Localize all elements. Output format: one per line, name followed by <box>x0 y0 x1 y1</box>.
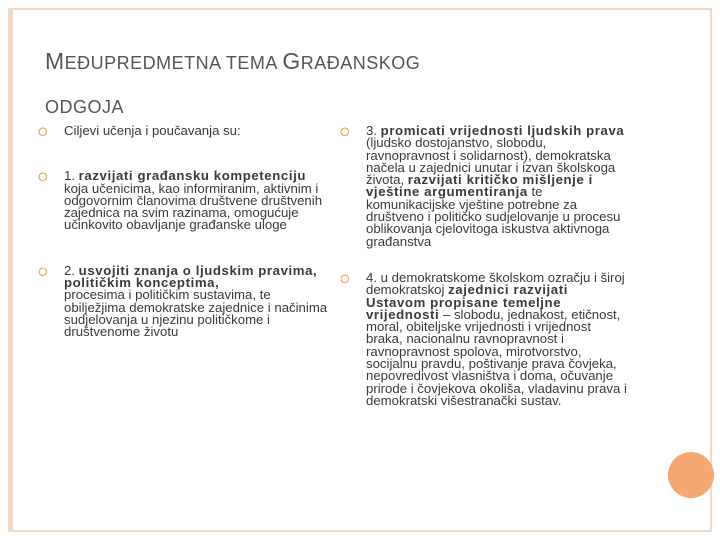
decorative-circle <box>668 452 714 498</box>
item4-num: 4. <box>366 269 381 285</box>
frame-left <box>8 8 13 532</box>
title-letter-g: G <box>282 48 301 74</box>
item2-text: procesima i političkim sustavima, te obilježjima demokratske zajednice i načinima sudjelovanja u njezinu političkome i društvenome životu <box>64 287 328 340</box>
item4-text1: u demokratskome školskom ozračju i široj demokratskoj <box>366 269 625 298</box>
list-item-1 <box>38 170 333 231</box>
item3-text2: te komunikacijske vještine potrebne za društveno i političko sudjelovanje u procesu oblikovanja cjelovitoga iskustva aktivnoga građanstva <box>366 184 621 249</box>
item3-text1: (ljudsko dostojanstvo, slobodu, ravnopravnost i solidarnost), demokratska načela u zajednici unutar i izvan školskoga života, <box>366 135 616 188</box>
item1-bold: razvijati građansku kompetenciju <box>78 168 307 184</box>
list-item-4 <box>340 269 630 408</box>
item1-text: koja učenicima, kao informiranim, aktivnim i odgovornim članovima društvene društvenih zajednica na svim razinama, omogućuje učinkovito obavljanje građanske uloge <box>64 180 323 233</box>
title-part1: EĐUPREDMETNA TEMA <box>64 53 283 73</box>
intro-text: Ciljevi učenja i poučavanja su: <box>64 123 241 138</box>
frame-bottom <box>8 530 712 532</box>
bullet-icon: ⭘ <box>340 125 350 139</box>
item4-text2: – slobodu, jednakost, etičnost, moral, obiteljske vrijednosti i vrijednost braka, nacionalnu ravnopravnost i ravnopravnost spolova, mirotvorstvo, socijalnu pravdu, poštivanje prava čovjeka, nepovredivost vlasništva i doma, očuvanje prirode i čovjekova okoliša, vladavinu prava i demokratski višestranački sustav. <box>366 306 627 408</box>
item3-bold2: razvijati kritičko mišljenje i vještine argumentiranja <box>366 172 593 200</box>
bullet-icon: ⭘ <box>38 170 48 185</box>
title-letter-m: M <box>45 48 65 74</box>
slide-title <box>45 40 665 128</box>
title-part2: RAĐANSKOG <box>300 53 421 73</box>
bullet-icon: ⭘ <box>38 264 48 279</box>
title-line2: ODGOJA <box>45 97 125 117</box>
item1-num: 1. <box>64 168 79 184</box>
item3-bold1: promicati vrijednosti ljudskih prava <box>380 123 625 138</box>
item2-bold: usvojiti znanja o ljudskim pravima, političkim konceptima, <box>64 262 318 291</box>
list-item-3 <box>340 125 630 248</box>
bullet-icon: ⭘ <box>340 271 350 286</box>
frame-right <box>710 8 712 532</box>
bullet-icon: ⭘ <box>38 125 48 139</box>
item4-bold1: zajednici razvijati Ustavom propisane temeljne vrijednosti <box>366 282 568 322</box>
item2-num: 2. <box>64 262 79 278</box>
list-item-2 <box>38 262 333 340</box>
frame-top <box>8 8 712 10</box>
left-column <box>38 125 333 339</box>
item3-num: 3. <box>366 123 381 138</box>
list-item-intro <box>38 125 333 137</box>
right-column <box>340 125 630 407</box>
